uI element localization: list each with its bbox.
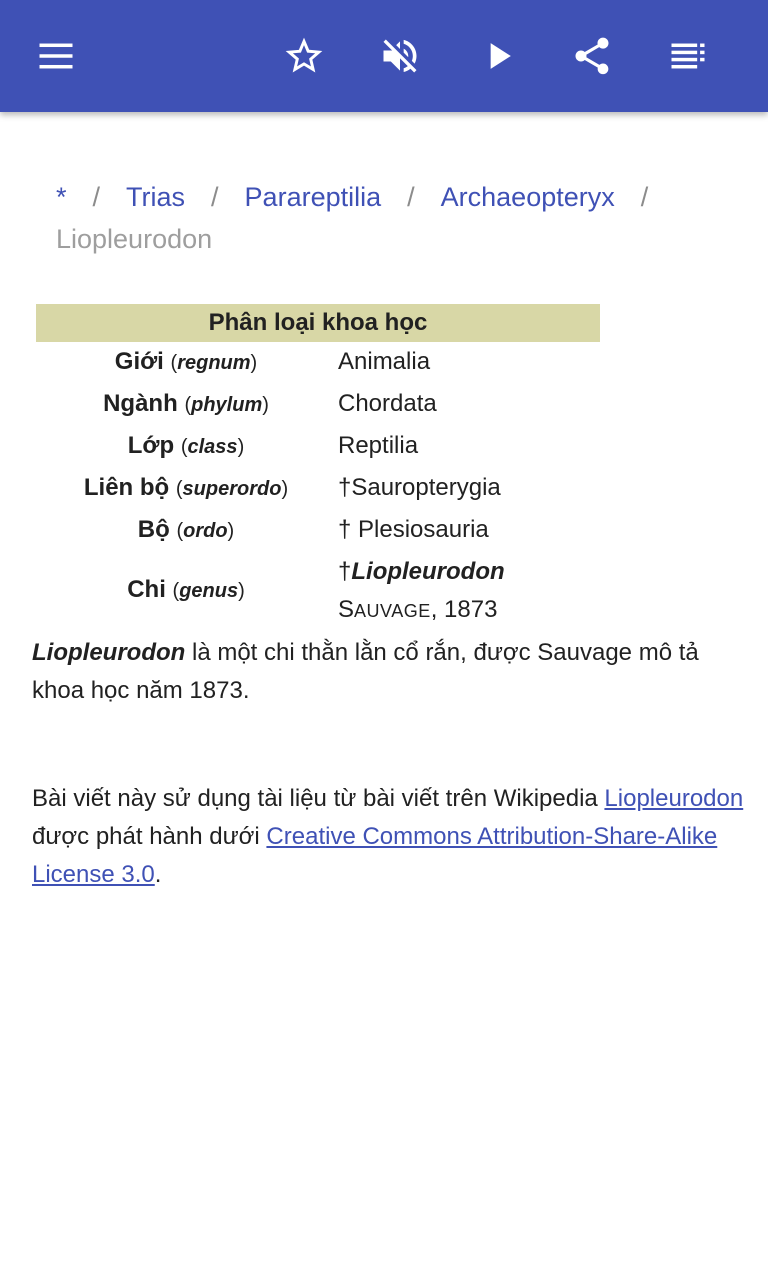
breadcrumb bbox=[56, 176, 736, 260]
app-toolbar bbox=[0, 0, 768, 112]
play-icon bbox=[476, 34, 520, 78]
favorite-button[interactable] bbox=[276, 28, 332, 84]
author-year: , 1873 bbox=[430, 596, 498, 623]
breadcrumb-separator: / bbox=[92, 182, 101, 212]
rank-name: Chi bbox=[127, 576, 166, 603]
star-icon bbox=[282, 34, 326, 78]
license-link[interactable]: Creative Commons Attribution-Share-Alike License 3.0 bbox=[32, 823, 718, 888]
taxonomy-value bbox=[338, 558, 505, 586]
taxonomy-rank bbox=[36, 576, 336, 604]
taxonomy-rank bbox=[36, 348, 336, 376]
breadcrumb-current: Liopleurodon bbox=[56, 224, 213, 254]
taxonomy-value: Animalia bbox=[338, 348, 431, 375]
rank-latin: (class) bbox=[180, 436, 245, 458]
license-paragraph bbox=[32, 780, 744, 894]
license-middle: được phát hành dưới bbox=[32, 823, 267, 850]
share-button[interactable] bbox=[564, 28, 620, 84]
taxonomy-table bbox=[36, 304, 600, 623]
taxonomy-table-title: Phân loại khoa học bbox=[36, 304, 600, 342]
taxonomy-rank bbox=[36, 432, 336, 460]
taxonomy-value: †Sauropterygia bbox=[338, 474, 501, 501]
breadcrumb-separator: / bbox=[211, 182, 219, 212]
taxonomy-value: Chordata bbox=[338, 390, 437, 417]
taxonomy-author bbox=[338, 596, 497, 624]
extinct-dagger: † bbox=[338, 558, 352, 585]
menu-icon bbox=[34, 34, 78, 78]
rank-name: Lớp bbox=[127, 432, 175, 459]
breadcrumb-item-archaeopteryx[interactable]: Archaeopteryx bbox=[440, 182, 615, 212]
taxonomy-rank bbox=[36, 474, 336, 502]
rank-latin: (ordo) bbox=[176, 520, 235, 542]
rank-latin: (genus) bbox=[172, 580, 245, 602]
intro-genus-name: Liopleurodon bbox=[32, 639, 186, 666]
author-rest: AUVAGE bbox=[354, 601, 431, 621]
intro-paragraph bbox=[32, 634, 744, 710]
breadcrumb-separator: / bbox=[640, 182, 649, 212]
play-button[interactable] bbox=[470, 28, 526, 84]
rank-latin: (regnum) bbox=[170, 352, 258, 374]
rank-name: Liên bộ bbox=[83, 474, 170, 501]
rank-name: Bộ bbox=[137, 516, 170, 543]
genus-name: Liopleurodon bbox=[351, 558, 505, 585]
license-prefix: Bài viết này sử dụng tài liệu từ bài viết trên Wikipedia bbox=[32, 785, 605, 812]
breadcrumb-item-root[interactable]: * bbox=[56, 182, 67, 212]
share-icon bbox=[570, 34, 614, 78]
author-initial: S bbox=[338, 596, 355, 623]
volume-off-icon bbox=[378, 34, 422, 78]
rank-latin: (phylum) bbox=[184, 394, 269, 416]
taxonomy-value: † Plesiosauria bbox=[338, 516, 489, 543]
contents-button[interactable] bbox=[660, 28, 716, 84]
rank-name: Ngành bbox=[103, 390, 178, 417]
breadcrumb-separator: / bbox=[407, 182, 415, 212]
license-suffix: . bbox=[154, 861, 162, 888]
breadcrumb-item-parareptilia[interactable]: Parareptilia bbox=[244, 182, 382, 212]
rank-latin: (superordo) bbox=[175, 478, 289, 500]
playlist-icon bbox=[666, 34, 710, 78]
rank-name: Giới bbox=[114, 348, 164, 375]
taxonomy-rank bbox=[36, 390, 336, 418]
taxonomy-value: Reptilia bbox=[338, 432, 419, 459]
taxonomy-rank bbox=[36, 516, 336, 544]
mute-button[interactable] bbox=[372, 28, 428, 84]
breadcrumb-item-trias[interactable]: Trias bbox=[126, 182, 186, 212]
wikipedia-article-link[interactable]: Liopleurodon bbox=[604, 785, 744, 812]
intro-text: là một chi thằn lằn cổ rắn, được Sauvage mô tả khoa học năm 1873. bbox=[32, 639, 699, 704]
menu-button[interactable] bbox=[28, 28, 84, 84]
